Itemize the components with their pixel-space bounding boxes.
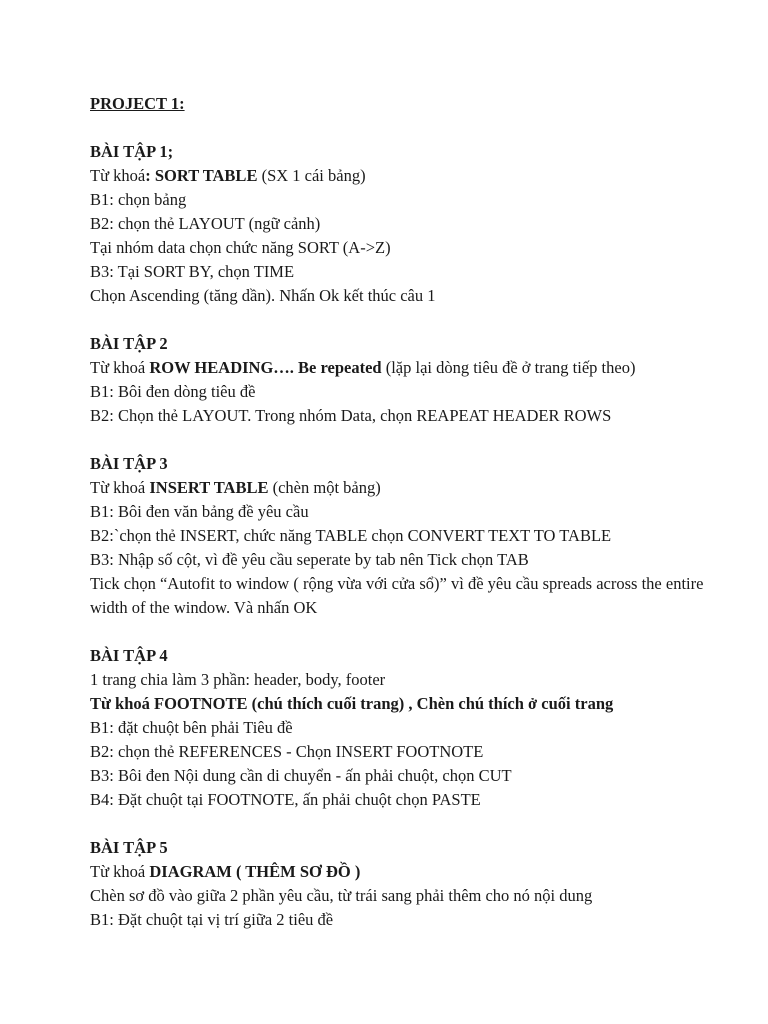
exercise-5-step: B1: Đặt chuột tại vị trí giữa 2 tiêu đề <box>90 910 334 929</box>
exercise-1-step: B3: Tại SORT BY, chọn TIME <box>90 262 295 281</box>
exercise-2-step: B1: Bôi đen dòng tiêu đề <box>90 382 256 401</box>
document-page <box>90 92 710 932</box>
exercise-4-keyword-line: Từ khoá FOOTNOTE (chú thích cuối trang) , Chèn chú thích ở cuối trang <box>90 694 614 713</box>
exercise-4-step: B2: chọn thẻ REFERENCES - Chọn INSERT FOOTNOTE <box>90 742 484 761</box>
exercise-3-keyword-line: Từ khoá INSERT TABLE (chèn một bảng) <box>90 478 381 497</box>
exercise-2-keyword-line: Từ khoá ROW HEADING…. Be repeated (lặp lại dòng tiêu đề ở trang tiếp theo) <box>90 358 636 377</box>
exercise-3-heading: BÀI TẬP 3 <box>90 454 168 473</box>
exercise-1-step: Chọn Ascending (tăng dần). Nhấn Ok kết thúc câu 1 <box>90 286 436 305</box>
exercise-1-step: B2: chọn thẻ LAYOUT (ngữ cảnh) <box>90 214 321 233</box>
exercise-1-step: B1: chọn bảng <box>90 190 187 209</box>
exercise-2-step: B2: Chọn thẻ LAYOUT. Trong nhóm Data, chọn REAPEAT HEADER ROWS <box>90 406 612 425</box>
exercise-2-heading: BÀI TẬP 2 <box>90 334 168 353</box>
exercise-4-heading: BÀI TẬP 4 <box>90 646 168 665</box>
exercise-5-step: Chèn sơ đồ vào giữa 2 phần yêu cầu, từ trái sang phải thêm cho nó nội dung <box>90 886 593 905</box>
exercise-5-keyword-line: Từ khoá DIAGRAM ( THÊM SƠ ĐỒ ) <box>90 862 361 881</box>
exercise-4-step: B4: Đặt chuột tại FOOTNOTE, ấn phải chuột chọn PASTE <box>90 790 481 809</box>
exercise-1-heading: BÀI TẬP 1; <box>90 142 174 161</box>
exercise-4-step: B3: Bôi đen Nội dung cần di chuyển - ấn phải chuột, chọn CUT <box>90 766 512 785</box>
exercise-3-step: B1: Bôi đen văn bảng đề yêu cầu <box>90 502 309 521</box>
project-title: PROJECT 1: <box>90 94 185 113</box>
exercise-5-heading: BÀI TẬP 5 <box>90 838 168 857</box>
exercise-1-keyword-line: Từ khoá: SORT TABLE (SX 1 cái bảng) <box>90 166 366 185</box>
exercise-1-step: Tại nhóm data chọn chức năng SORT (A->Z) <box>90 238 391 257</box>
exercise-3-step: Tick chọn “Autofit to window ( rộng vừa với cửa sổ)” vì đề yêu cầu spreads across the entire width of the window. Và nhấn OK <box>90 574 704 617</box>
exercise-4-step: B1: đặt chuột bên phải Tiêu đề <box>90 718 293 737</box>
exercise-4-intro: 1 trang chia làm 3 phần: header, body, footer <box>90 670 386 689</box>
exercise-3-step: B2:`chọn thẻ INSERT, chức năng TABLE chọn CONVERT TEXT TO TABLE <box>90 526 612 545</box>
exercise-3-step: B3: Nhập số cột, vì đề yêu cầu seperate by tab nên Tick chọn TAB <box>90 550 529 569</box>
